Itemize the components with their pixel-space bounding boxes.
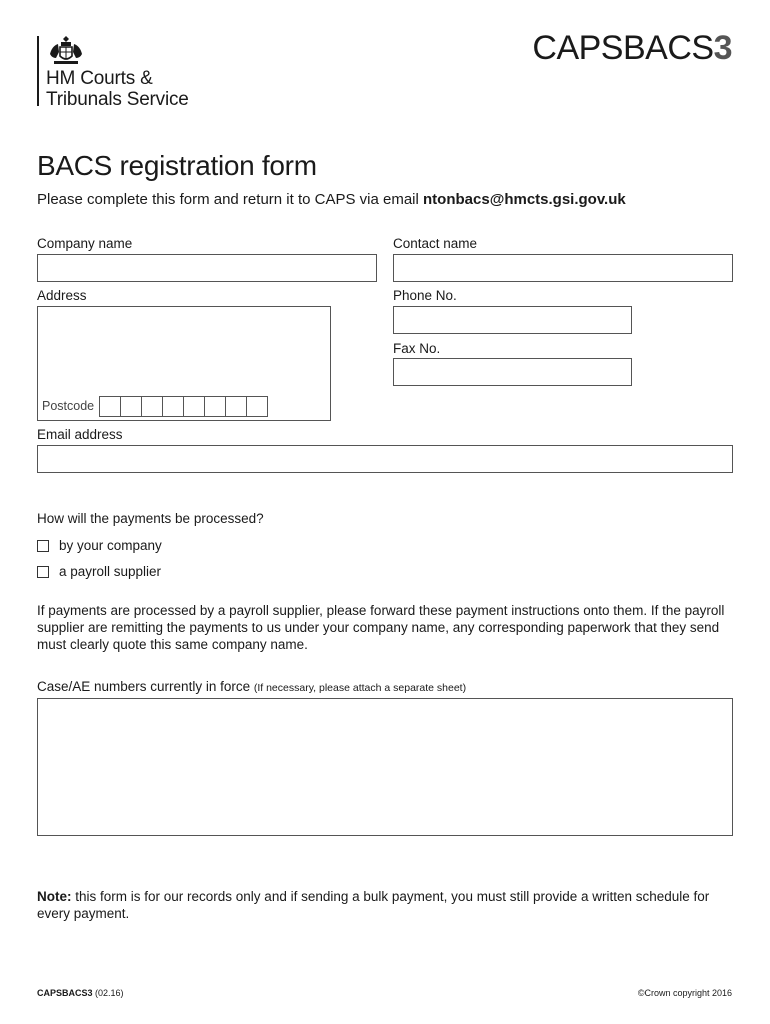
postcode-cell[interactable] (204, 396, 226, 417)
royal-crest-icon (46, 34, 86, 66)
postcode-cell[interactable] (120, 396, 142, 417)
contact-email: ntonbacs@hmcts.gsi.gov.uk (423, 191, 626, 208)
postcode-cell[interactable] (141, 396, 163, 417)
postcode-cell[interactable] (225, 396, 247, 417)
option-payroll-supplier[interactable] (37, 564, 161, 579)
phone-label: Phone No. (393, 288, 457, 303)
checkbox-company[interactable] (37, 540, 49, 552)
email-label: Email address (37, 427, 123, 442)
option-company[interactable] (37, 538, 162, 553)
company-name-input[interactable] (37, 254, 377, 282)
postcode-cell[interactable] (246, 396, 268, 417)
org-name-line1: HM Courts & (46, 68, 153, 89)
note-text: this form is for our records only and if sending a bulk payment, you must still provide a written schedule for every payment. (37, 889, 710, 921)
case-numbers-label (37, 679, 466, 694)
contact-name-input[interactable] (393, 254, 733, 282)
footer-form-code (37, 988, 124, 998)
checkbox-payroll-supplier[interactable] (37, 566, 49, 578)
org-name-line2: Tribunals Service (46, 89, 189, 110)
case-numbers-hint: (If necessary, please attach a separate sheet) (253, 682, 467, 694)
option-payroll-supplier-label: a payroll supplier (59, 564, 162, 579)
fax-label: Fax No. (393, 341, 441, 356)
postcode-input[interactable] (100, 396, 268, 417)
phone-input[interactable] (393, 306, 632, 334)
form-code-prefix: CAPSBACS (532, 29, 714, 67)
contact-name-label: Contact name (393, 236, 478, 251)
company-name-label: Company name (37, 236, 133, 251)
footer-code: CAPSBACS3 (37, 988, 93, 998)
address-label: Address (37, 288, 87, 303)
postcode-cell[interactable] (162, 396, 184, 417)
option-company-label: by your company (59, 538, 162, 553)
records-note (37, 888, 737, 922)
page-title: BACS registration form (37, 150, 317, 181)
note-label: Note: (37, 889, 72, 904)
fax-input[interactable] (393, 358, 632, 386)
instruction-text (37, 191, 626, 208)
postcode-cell[interactable] (99, 396, 121, 417)
form-code-number: 3 (713, 29, 732, 67)
form-code (532, 29, 732, 68)
instruction-body: Please complete this form and return it to CAPS via email (37, 191, 424, 208)
payments-question: How will the payments be processed? (37, 511, 264, 526)
organisation-name (46, 68, 189, 110)
case-numbers-input[interactable] (37, 698, 733, 836)
postcode-cell[interactable] (183, 396, 205, 417)
postcode-label: Postcode (42, 399, 95, 413)
email-input[interactable] (37, 445, 733, 473)
footer-copyright: ©Crown copyright 2016 (637, 988, 732, 998)
logo-divider (37, 36, 39, 106)
footer-version: (02.16) (92, 988, 124, 998)
payroll-supplier-note: If payments are processed by a payroll supplier, please forward these payment instructions onto them. If the payroll supplier are remitting the payments to us under your company name, any corresponding paperwork that they send must clearly quote this same company name. (37, 603, 725, 652)
case-numbers-title: Case/AE numbers currently in force (37, 679, 254, 694)
